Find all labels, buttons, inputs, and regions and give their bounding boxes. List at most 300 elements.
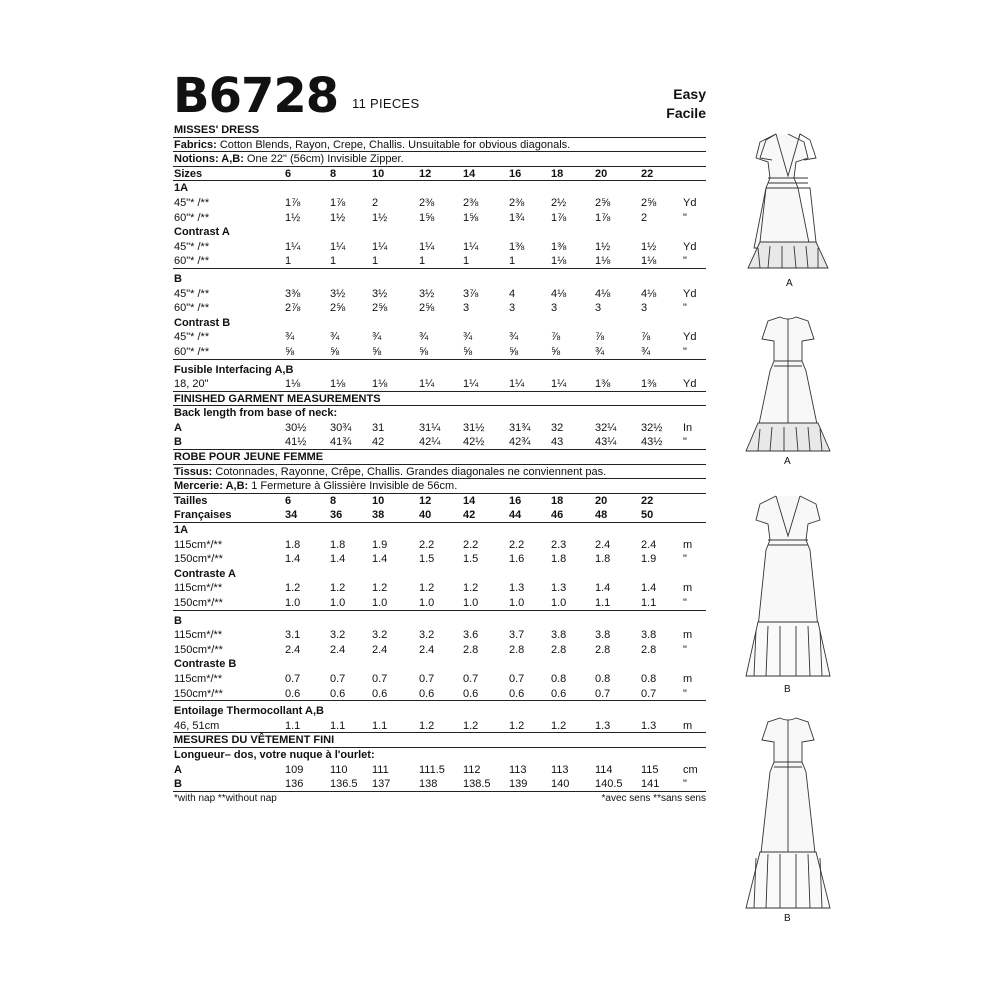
cell-value: 1¼ <box>330 240 346 253</box>
cell-value: 31½ <box>463 421 485 434</box>
unit-label: " <box>683 597 687 609</box>
back-length-label <box>173 406 706 421</box>
french-sizes-row <box>173 508 706 523</box>
cell-value: ⅞ <box>551 331 561 344</box>
cell-value: 2.8 <box>509 643 525 656</box>
cell-value: 42 <box>372 436 385 449</box>
unit-label: In <box>683 421 693 434</box>
unit-label: m <box>683 538 693 551</box>
cell-value: 41½ <box>285 436 307 449</box>
cell-value: 10 <box>372 167 385 180</box>
fabric-group-heading <box>173 272 706 287</box>
footer-left: *with nap **without nap <box>174 792 277 804</box>
cell-value: 18 <box>551 494 564 507</box>
row-label: B <box>174 778 182 791</box>
yardage-row <box>173 254 706 269</box>
unit-label: " <box>683 553 687 566</box>
fabrics-row-value: Cotonnades, Rayonne, Crêpe, Challis. Grandes diagonales ne conviennent pas. <box>212 465 607 478</box>
cell-value: ¾ <box>595 345 605 358</box>
unit-label: " <box>683 211 687 224</box>
cell-value: 1.9 <box>372 538 388 551</box>
cell-value: 31 <box>372 421 385 434</box>
cell-value: 3⅜ <box>285 287 301 300</box>
cell-value: ¾ <box>285 331 295 344</box>
cell-value: 3.2 <box>330 629 346 642</box>
difficulty-label <box>640 85 706 123</box>
cell-value: ⅝ <box>509 345 519 358</box>
cell-value: 1.5 <box>419 553 435 566</box>
cell-value: 1.2 <box>463 582 479 595</box>
cell-value: 16 <box>509 167 522 180</box>
cell-value: 1⅜ <box>509 240 525 253</box>
cell-value: 0.6 <box>463 687 479 700</box>
cell-value: 3 <box>551 302 558 315</box>
cell-value: 40 <box>419 509 432 522</box>
row-label: 60"* /** <box>174 255 210 268</box>
cell-value: 1.2 <box>551 719 567 732</box>
cell-value: 4 <box>509 287 516 300</box>
cell-value: 42¾ <box>509 436 531 449</box>
illustration-label: A <box>786 278 793 289</box>
cell-value: 1⅜ <box>641 378 657 391</box>
cell-value: 1.8 <box>330 538 346 551</box>
cell-value: 2.2 <box>463 538 479 551</box>
fabric-group-heading <box>173 614 706 629</box>
cell-value: 1¼ <box>419 240 435 253</box>
cell-value: 2.4 <box>595 538 611 551</box>
cell-value: 1.3 <box>641 719 657 732</box>
cell-value: 48 <box>595 509 608 522</box>
yardage-row <box>173 581 706 596</box>
yardage-row <box>173 301 706 316</box>
cell-value: 42 <box>463 509 476 522</box>
unit-label: " <box>683 778 687 791</box>
cell-value: 1.8 <box>595 553 611 566</box>
notions-row-text <box>174 479 457 494</box>
cell-value: 1 <box>372 255 379 268</box>
cell-value: 14 <box>463 494 476 507</box>
row-label: 46, 51cm <box>174 719 220 732</box>
row-label: 45"* /** <box>174 331 210 344</box>
cell-value: 1¼ <box>509 378 525 391</box>
cell-value: 1.3 <box>551 582 567 595</box>
cell-value: 1 <box>330 255 337 268</box>
cell-value: 1¼ <box>372 240 388 253</box>
cell-value: 1.3 <box>595 719 611 732</box>
cell-value: 111.5 <box>419 763 445 776</box>
unit-label: Yd <box>683 287 697 300</box>
cell-value: 31¾ <box>509 421 531 434</box>
row-label: 150cm*/** <box>174 687 223 700</box>
cell-value: 3 <box>509 302 516 315</box>
cell-value: 41¾ <box>330 436 352 449</box>
row-label: 60"* /** <box>174 345 210 358</box>
cell-value: 0.7 <box>641 687 657 700</box>
cell-value: 1.0 <box>419 597 435 609</box>
cell-value: 30¾ <box>330 421 352 434</box>
cell-value: 1½ <box>595 240 611 253</box>
row-label: 45"* /** <box>174 287 210 300</box>
cell-value: 1.1 <box>372 719 388 732</box>
finished-title <box>173 392 706 407</box>
cell-value: 140.5 <box>595 778 623 791</box>
cell-value: 43½ <box>641 436 663 449</box>
cell-value: ¾ <box>509 331 519 344</box>
cell-value: 2.2 <box>509 538 525 551</box>
cell-value: 0.6 <box>330 687 346 700</box>
notions-row-value: 1 Fermeture à Glissière Invisible de 56cm. <box>248 480 458 493</box>
cell-value: ⅞ <box>595 331 605 344</box>
cell-value: 2.4 <box>285 643 301 656</box>
cell-value: ¾ <box>463 331 473 344</box>
cell-value: 2 <box>372 196 379 209</box>
cell-value: 1⅝ <box>463 211 479 224</box>
cell-value: 0.7 <box>595 687 611 700</box>
cell-value: 1.2 <box>509 719 525 732</box>
cell-value: 1¼ <box>285 240 301 253</box>
cell-value: 1⅛ <box>551 255 567 268</box>
yardage-row <box>173 596 706 611</box>
cell-value: ⅝ <box>330 345 340 358</box>
cell-value: 1.0 <box>463 597 479 609</box>
cell-value: 1½ <box>330 211 346 224</box>
cell-value: 1¼ <box>463 240 479 253</box>
cell-value: 2⅝ <box>372 302 388 315</box>
yardage-row <box>173 687 706 702</box>
cell-value: 38 <box>372 509 385 522</box>
notions-row-label: Mercerie: A,B: <box>174 480 249 493</box>
cell-value: 12 <box>419 167 432 180</box>
row-label: B <box>174 436 182 449</box>
cell-value: 1½ <box>372 211 388 224</box>
row-label: 150cm*/** <box>174 643 223 656</box>
interfacing-heading-text: Entoilage Thermocollant A,B <box>174 705 324 718</box>
cell-value: 1.6 <box>509 553 525 566</box>
cell-value: 1⅛ <box>372 378 388 391</box>
cell-value: 1.4 <box>285 553 301 566</box>
cell-value: 3 <box>595 302 602 315</box>
unit-label: " <box>683 687 687 700</box>
cell-value: 1.2 <box>285 582 301 595</box>
cell-value: 20 <box>595 167 608 180</box>
cell-value: 42¼ <box>419 436 441 449</box>
notions-row-label: Notions: A,B: <box>174 153 244 166</box>
cell-value: 18 <box>551 167 564 180</box>
cell-value: 1⅜ <box>595 378 611 391</box>
unit-label: " <box>683 643 687 656</box>
fabric-group-heading <box>173 657 706 672</box>
cell-value: 2⅝ <box>641 196 657 209</box>
cell-value: 1.2 <box>419 719 435 732</box>
footer-notes <box>173 792 706 808</box>
fabric-group-heading-text: Contraste A <box>174 567 236 580</box>
interfacing-heading <box>173 363 706 378</box>
cell-value: ⅝ <box>372 345 382 358</box>
cell-value: 3.2 <box>419 629 435 642</box>
unit-label: m <box>683 629 693 642</box>
cell-value: ⅞ <box>641 331 651 344</box>
cell-value: 1¼ <box>463 378 479 391</box>
cell-value: 1.4 <box>330 553 346 566</box>
cell-value: 112 <box>463 763 481 776</box>
finished-row <box>173 763 706 778</box>
cell-value: 2.3 <box>551 538 567 551</box>
difficulty-fr: Facile <box>666 105 706 121</box>
unit-label: " <box>683 255 687 268</box>
unit-label: Yd <box>683 331 697 344</box>
row-label: 115cm*/** <box>174 672 223 685</box>
row-label: 150cm*/** <box>174 553 223 566</box>
cell-value: 1¾ <box>509 211 525 224</box>
pieces-count: 11 PIECES <box>352 96 420 111</box>
fabric-group-heading-text: 1A <box>174 182 189 195</box>
cell-value: 4⅛ <box>595 287 611 300</box>
cell-value: 3½ <box>419 287 435 300</box>
fabrics-row-value: Cotton Blends, Rayon, Crepe, Challis. Unsuitable for obvious diagonals. <box>216 138 571 151</box>
cell-value: 0.7 <box>463 672 479 685</box>
cell-value: 1.1 <box>285 719 301 732</box>
fabric-group-heading <box>173 316 706 331</box>
dress-b-back-illustration <box>738 712 838 924</box>
cell-value: 139 <box>509 778 528 791</box>
cell-value: 1⅞ <box>595 211 611 224</box>
cell-value: 2⅜ <box>419 196 435 209</box>
yardage-row <box>173 628 706 643</box>
unit-label: cm <box>683 763 698 776</box>
cell-value: 115 <box>641 763 659 776</box>
row-label: 45"* /** <box>174 240 210 253</box>
notions-row-text <box>174 152 404 167</box>
cell-value: 3 <box>641 302 648 315</box>
cell-value: 6 <box>285 167 292 180</box>
unit-label: Yd <box>683 378 697 391</box>
cell-value: 3 <box>463 302 470 315</box>
cell-value: 3.8 <box>595 629 611 642</box>
cell-value: 16 <box>509 494 522 507</box>
fabric-group-heading <box>173 225 706 240</box>
cell-value: 113 <box>509 763 527 776</box>
cell-value: 1.2 <box>463 719 479 732</box>
unit-label: " <box>683 345 687 358</box>
unit-label: m <box>683 672 693 685</box>
cell-value: 0.7 <box>372 672 388 685</box>
cell-value: 2.8 <box>551 643 567 656</box>
cell-value: 0.6 <box>551 687 567 700</box>
finished-title-text: MESURES DU VÊTEMENT FINI <box>174 734 335 747</box>
row-label: Sizes <box>174 167 203 180</box>
cell-value: 3⅞ <box>463 287 479 300</box>
cell-value: 1.0 <box>372 597 388 609</box>
cell-value: ⅝ <box>551 345 561 358</box>
cell-value: 0.6 <box>285 687 301 700</box>
fabric-group-heading-text: B <box>174 272 182 285</box>
fabric-group-heading-text: B <box>174 614 182 627</box>
cell-value: 32½ <box>641 421 663 434</box>
unit-label: " <box>683 302 687 315</box>
yardage-row <box>173 643 706 658</box>
cell-value: 32 <box>551 421 564 434</box>
cell-value: 3.2 <box>372 629 388 642</box>
cell-value: 44 <box>509 509 522 522</box>
illustration-label: B <box>784 913 791 924</box>
fabric-group-heading <box>173 567 706 582</box>
unit-label: m <box>683 582 693 595</box>
cell-value: ⅝ <box>463 345 473 358</box>
illustration-label: B <box>784 684 791 695</box>
cell-value: 22 <box>641 494 654 507</box>
unit-label: m <box>683 719 693 732</box>
row-label: 115cm*/** <box>174 629 223 642</box>
cell-value: 1½ <box>641 240 657 253</box>
notions-row-value: One 22" (56cm) Invisible Zipper. <box>243 153 404 166</box>
cell-value: 1⅞ <box>330 196 346 209</box>
cell-value: 0.7 <box>419 672 435 685</box>
cell-value: 1⅜ <box>551 240 567 253</box>
cell-value: 0.6 <box>509 687 525 700</box>
cell-value: 1.8 <box>551 553 567 566</box>
dress-a-front-illustration <box>738 128 838 289</box>
row-label: 60"* /** <box>174 302 210 315</box>
interfacing-row <box>173 377 706 392</box>
notions-row <box>173 479 706 494</box>
row-label: 150cm*/** <box>174 597 223 609</box>
cell-value: 1.0 <box>551 597 567 609</box>
section-title <box>173 123 706 138</box>
cell-value: 2.8 <box>595 643 611 656</box>
cell-value: 1 <box>463 255 470 268</box>
section-title <box>173 450 706 465</box>
cell-value: 50 <box>641 509 654 522</box>
cell-value: 110 <box>330 763 348 776</box>
cell-value: 32¼ <box>595 421 617 434</box>
notions-row <box>173 152 706 167</box>
row-label: 45"* /** <box>174 196 210 209</box>
back-length-label <box>173 748 706 763</box>
cell-value: 0.7 <box>285 672 301 685</box>
cell-value: 136.5 <box>330 778 358 791</box>
cell-value: 4⅛ <box>641 287 657 300</box>
cell-value: ¾ <box>641 345 651 358</box>
cell-value: 3.8 <box>641 629 657 642</box>
cell-value: 3.7 <box>509 629 525 642</box>
cell-value: 3½ <box>372 287 388 300</box>
cell-value: 8 <box>330 167 337 180</box>
row-label: Françaises <box>174 509 232 522</box>
yardage-row <box>173 672 706 687</box>
cell-value: 138 <box>419 778 438 791</box>
finished-title-text: FINISHED GARMENT MEASUREMENTS <box>174 392 381 405</box>
fabric-group-heading-text: 1A <box>174 524 189 537</box>
cell-value: 1.0 <box>509 597 525 609</box>
finished-row <box>173 777 706 792</box>
yardage-row <box>173 345 706 360</box>
cell-value: ¾ <box>419 331 429 344</box>
cell-value: 43¼ <box>595 436 617 449</box>
cell-value: ¾ <box>330 331 340 344</box>
row-label: A <box>174 763 182 776</box>
cell-value: 10 <box>372 494 385 507</box>
cell-value: 1.4 <box>641 582 657 595</box>
cell-value: 114 <box>595 763 613 776</box>
cell-value: 1.5 <box>463 553 479 566</box>
cell-value: 2⅜ <box>509 196 525 209</box>
cell-value: 43 <box>551 436 564 449</box>
cell-value: 113 <box>551 763 569 776</box>
cell-value: 1⅛ <box>285 378 301 391</box>
cell-value: 1.1 <box>641 597 657 609</box>
back-length-label-text: Back length from base of neck: <box>174 407 338 420</box>
cell-value: 46 <box>551 509 564 522</box>
cell-value: 0.6 <box>419 687 435 700</box>
cell-value: 0.8 <box>641 672 657 685</box>
unit-label: Yd <box>683 196 697 209</box>
cell-value: 2⅝ <box>330 302 346 315</box>
yardage-row <box>173 211 706 226</box>
fabric-group-heading <box>173 523 706 538</box>
cell-value: 1¼ <box>551 378 567 391</box>
dress-a-back-illustration <box>738 311 838 466</box>
difficulty-en: Easy <box>673 86 706 102</box>
cell-value: 2½ <box>551 196 567 209</box>
sizes-row <box>173 167 706 182</box>
cell-value: 1⅛ <box>330 378 346 391</box>
cell-value: 1.3 <box>509 582 525 595</box>
unit-label: Yd <box>683 240 697 253</box>
cell-value: 2.4 <box>330 643 346 656</box>
footer-right: *avec sens **sans sens <box>601 792 706 804</box>
row-label: 115cm*/** <box>174 582 223 595</box>
cell-value: 12 <box>419 494 432 507</box>
illustration-label: A <box>784 456 791 467</box>
cell-value: 1.2 <box>330 582 346 595</box>
cell-value: 0.6 <box>372 687 388 700</box>
cell-value: 2 <box>641 211 648 224</box>
cell-value: 1.1 <box>330 719 346 732</box>
fabric-group-heading <box>173 181 706 196</box>
cell-value: 2.4 <box>641 538 657 551</box>
cell-value: 1.2 <box>372 582 388 595</box>
finished-title <box>173 733 706 748</box>
cell-value: 138.5 <box>463 778 491 791</box>
finished-row <box>173 435 706 450</box>
cell-value: 2.8 <box>641 643 657 656</box>
yardage-row <box>173 240 706 255</box>
cell-value: 1⅞ <box>551 211 567 224</box>
cell-value: 0.8 <box>551 672 567 685</box>
row-label: A <box>174 421 182 434</box>
cell-value: 2.4 <box>419 643 435 656</box>
fabric-group-heading-text: Contraste B <box>174 658 237 671</box>
cell-value: 1 <box>419 255 426 268</box>
fabrics-row-label: Tissus: <box>174 465 213 478</box>
unit-label: " <box>683 436 687 449</box>
cell-value: 3.1 <box>285 629 301 642</box>
cell-value: 0.8 <box>595 672 611 685</box>
cell-value: 140 <box>551 778 570 791</box>
cell-value: 2.4 <box>372 643 388 656</box>
interfacing-heading <box>173 704 706 719</box>
cell-value: 3½ <box>330 287 346 300</box>
cell-value: 1.2 <box>419 582 435 595</box>
cell-value: 111 <box>372 763 389 776</box>
cell-value: 42½ <box>463 436 485 449</box>
cell-value: 8 <box>330 494 337 507</box>
yardage-row <box>173 538 706 553</box>
cell-value: 137 <box>372 778 391 791</box>
cell-value: 0.7 <box>330 672 346 685</box>
cell-value: 1.8 <box>285 538 301 551</box>
row-label: 60"* /** <box>174 211 210 224</box>
